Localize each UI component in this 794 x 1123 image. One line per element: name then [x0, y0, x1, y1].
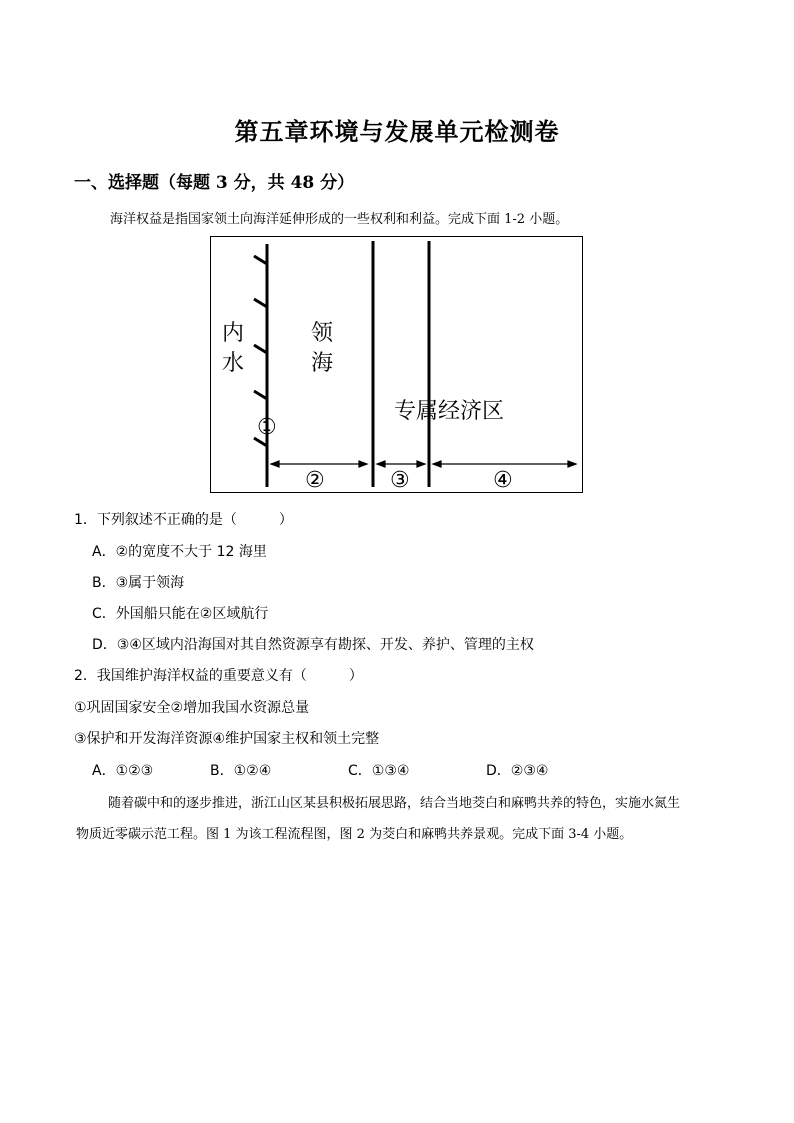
- question-2-items-line-1: ①巩固国家安全②增加我国水资源总量: [74, 700, 310, 716]
- maritime-zones-diagram: [210, 236, 584, 496]
- question-2-option-d: D．②③④: [486, 763, 549, 779]
- question-1-stem: 1．下列叙述不正确的是（ ）: [74, 512, 293, 528]
- question-2-items-line-2: ③保护和开发海洋资源④维护国家主权和领土完整: [74, 731, 380, 747]
- inner-water-label-1: 内: [222, 321, 245, 346]
- page-title: 第五章环境与发展单元检测卷: [234, 117, 560, 146]
- marker-4: ④: [493, 468, 513, 493]
- intro-paragraph: 海洋权益是指国家领土向海洋延伸形成的一些权利和利益。完成下面 1-2 小题。: [110, 212, 569, 227]
- territorial-sea-label-1: 领: [311, 321, 334, 346]
- material-paragraph-line-2: 物质近零碳示范工程。图 1 为该工程流程图，图 2 为茭白和麻鸭共养景观。完成下面 3-4 小题。: [76, 827, 633, 842]
- question-2-option-c: C．①③④: [348, 763, 410, 779]
- territorial-sea-label-2: 海: [311, 351, 334, 376]
- question-2-option-b: B．①②④: [210, 763, 272, 779]
- question-2-stem: 2．我国维护海洋权益的重要意义有（ ）: [74, 668, 363, 684]
- question-1-option-c: C．外国船只能在②区域航行: [92, 606, 269, 622]
- material-paragraph-line-1: 随着碳中和的逐步推进，浙江山区某县积极拓展思路，结合当地茭白和麻鸭共养的特色，实施水氮生: [108, 796, 681, 811]
- marker-1: ①: [257, 415, 277, 440]
- inner-water-label-2: 水: [222, 351, 245, 376]
- question-1-option-d: D．③④区域内沿海国对其自然资源享有勘探、开发、养护、管理的主权: [92, 637, 534, 653]
- eez-label: 专属经济区: [394, 399, 505, 424]
- section-heading: 一、选择题（每题 3 分，共 48 分）: [74, 173, 355, 193]
- marker-2: ②: [305, 468, 325, 493]
- question-2-option-a: A．①②③: [92, 763, 154, 779]
- marker-3: ③: [390, 468, 410, 493]
- question-1-option-b: B．③属于领海: [92, 575, 185, 591]
- question-1-option-a: A．②的宽度不大于 12 海里: [92, 544, 267, 560]
